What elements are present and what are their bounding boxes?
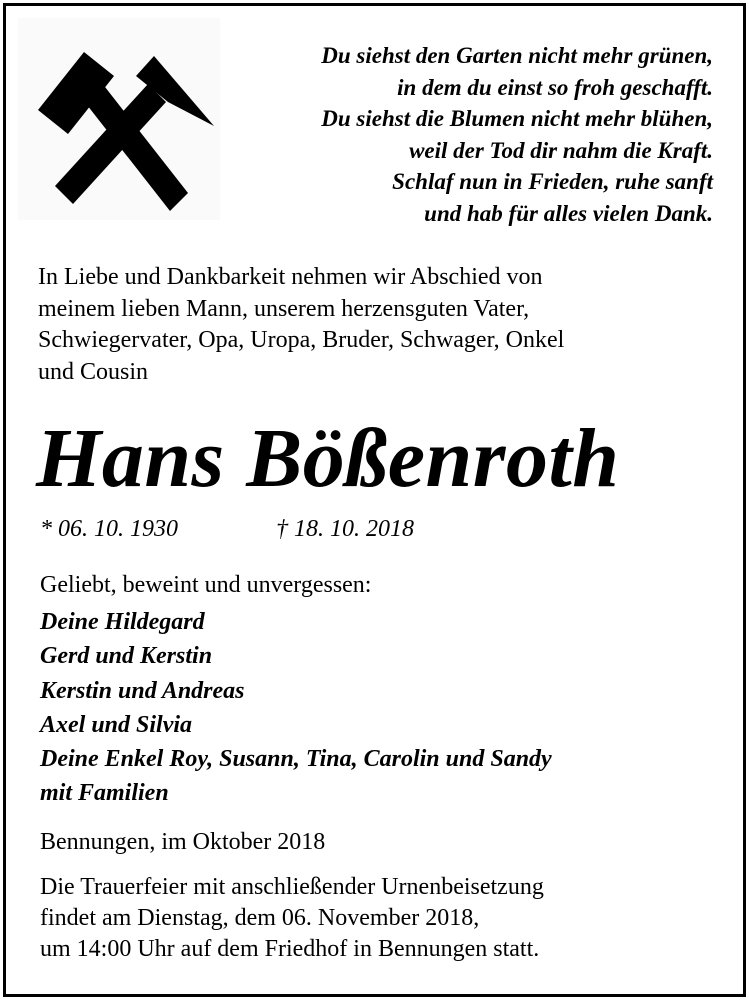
obituary-notice <box>3 3 746 997</box>
poem-line: und hab für alles vielen Dank. <box>424 200 713 226</box>
service-line: um 14:00 Uhr auf dem Friedhof in Bennungen statt. <box>40 936 540 962</box>
life-dates <box>40 513 414 545</box>
intro-line: Schwiegervater, Opa, Uropa, Bruder, Schwager, Onkel <box>38 327 565 353</box>
mourners-label: Geliebt, beweint und unvergessen: <box>40 572 372 598</box>
mourner-line: Deine Enkel Roy, Susann, Tina, Carolin und Sandy <box>40 746 552 773</box>
mourners-list <box>40 605 552 811</box>
farewell-intro <box>38 262 728 388</box>
poem-line: weil der Tod dir nahm die Kraft. <box>409 137 713 163</box>
service-line: Die Trauerfeier mit anschließender Urnenbeisetzung <box>40 874 544 900</box>
mourner-line: Kerstin und Andreas <box>40 677 245 704</box>
mourner-line: Gerd und Kerstin <box>40 643 213 670</box>
mourner-line: Axel und Silvia <box>40 711 193 738</box>
birth-date: * 06. 10. 1930 <box>40 516 178 542</box>
funeral-service-info <box>40 872 544 965</box>
intro-line: In Liebe und Dankbarkeit nehmen wir Abschied von <box>38 264 543 290</box>
deceased-name: Hans Bößenroth <box>36 412 620 505</box>
intro-line: und Cousin <box>38 358 149 385</box>
intro-line: meinem lieben Mann, unserem herzensguten Vater, <box>38 295 530 322</box>
poem <box>193 40 713 229</box>
mourner-line: mit Familien <box>40 780 169 807</box>
poem-line: Schlaf nun in Frieden, ruhe sanft <box>392 169 713 194</box>
poem-line: in dem du einst so froh geschafft. <box>397 74 713 100</box>
poem-line: Du siehst den Garten nicht mehr grünen, <box>321 43 713 68</box>
place-and-date: Bennungen, im Oktober 2018 <box>40 829 326 855</box>
poem-line: Du siehst die Blumen nicht mehr blühen, <box>321 106 713 131</box>
hammer-and-pick-icon <box>18 18 220 220</box>
service-line: findet am Dienstag, dem 06. November 2018, <box>40 905 480 931</box>
mourner-line: Deine Hildegard <box>40 609 205 635</box>
death-date: † 18. 10. 2018 <box>276 516 414 542</box>
